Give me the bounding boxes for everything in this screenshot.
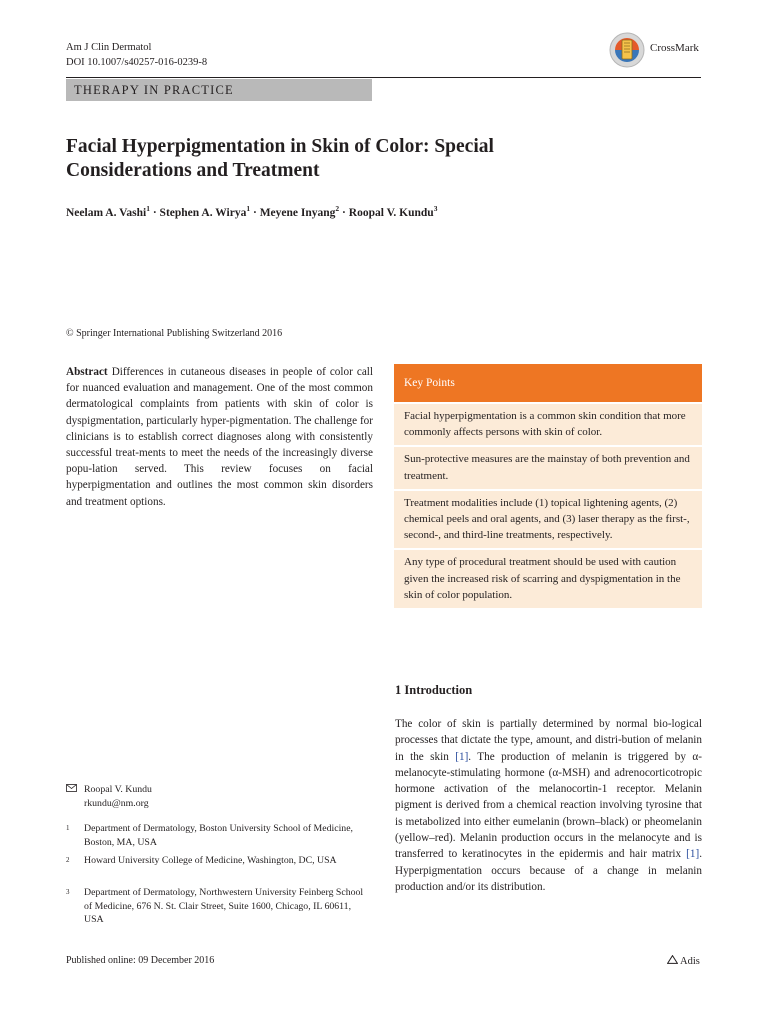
affiliation-text: Department of Dermatology, Boston University School of Medicine, Boston, MA, USA bbox=[84, 823, 353, 848]
affiliation-mark: 1 bbox=[146, 204, 150, 213]
abstract-text: Differences in cutaneous diseases in people of color call for nuanced evaluation and management. One of the most common dermatological complaints from patients with skin of color is dyspigmentation, particularly hyper-pigmentation. The challenge for clinicians is to establish correct diagnoses along with consistently successful treat-ments to meet the needs of the increasingly diverse popu-lation served. This review focuses on facial hyperpigmentation and outlines the most common skin disorders and treatment options. bbox=[66, 366, 374, 508]
corresponding-email[interactable]: rkundu@nm.org bbox=[84, 797, 149, 809]
correspondence bbox=[66, 783, 152, 810]
affiliation bbox=[66, 822, 366, 849]
author[interactable]: Meyene Inyang$^2$ bbox=[259, 204, 340, 219]
author[interactable]: Neelam A. Vashi$^1$ bbox=[66, 204, 150, 219]
article-title: Facial Hyperpigmentation in Skin of Color: Special Considerations and Treatment bbox=[66, 136, 494, 181]
affiliation-text: Department of Dermatology, Northwestern University Feinberg School of Medicine, 676 N. St. Clair Street, Suite 1600, Chicago, IL 60611, USA bbox=[84, 887, 364, 925]
key-point: Treatment modalities include (1) topical lightening agents, (2) chemical peels and oral agents, and (3) laser therapy as the first-, second-, and third-line treatments, respectively. bbox=[394, 491, 702, 549]
affiliation-text: Howard University College of Medicine, Washington, DC, USA bbox=[84, 855, 337, 866]
key-points-heading: Key Points bbox=[394, 364, 702, 402]
key-point: Facial hyperpigmentation is a common skin condition that more commonly affects persons with skin of color. bbox=[394, 404, 702, 445]
abstract bbox=[66, 364, 373, 510]
author[interactable]: Stephen A. Wirya$^1$ bbox=[159, 204, 251, 219]
crossmark-label[interactable]: CrossMark bbox=[650, 42, 699, 54]
author-list: Neelam A. Vashi$^1$ · Stephen A. Wirya$^1$ · Meyene Inyang$^2$ · Roopal V. Kundu$^3$ bbox=[66, 204, 438, 219]
journal-name: Am J Clin Dermatol bbox=[66, 42, 152, 53]
publisher-logo bbox=[667, 955, 700, 967]
section-label: THERAPY IN PRACTICE bbox=[66, 79, 372, 101]
affiliation-number: 2 bbox=[66, 856, 70, 864]
publisher-name: Adis bbox=[680, 956, 700, 967]
affiliation-mark: 2 bbox=[335, 204, 340, 213]
citation-link[interactable]: [1] bbox=[686, 848, 700, 861]
affiliation bbox=[66, 854, 366, 868]
envelope-icon bbox=[66, 783, 84, 797]
key-point: Any type of procedural treatment should be used with caution given the increased risk of scarring and dyspigmentation in the skin of color population. bbox=[394, 550, 702, 608]
copyright-line: © Springer International Publishing Switzerland 2016 bbox=[66, 328, 283, 339]
affiliation bbox=[66, 886, 366, 927]
abstract-label: Abstract bbox=[66, 366, 108, 378]
crossmark-icon bbox=[608, 31, 646, 69]
key-point: Sun-protective measures are the mainstay of both prevention and treatment. bbox=[394, 447, 702, 488]
affiliation-number: 3 bbox=[66, 888, 70, 896]
author[interactable]: Roopal V. Kundu$^3$ bbox=[348, 204, 438, 219]
introduction-paragraph: The color of skin is partially determined by normal bio-logical processes that dictate the type, amount, and distri-bution of melanin in the skin [1]. The production of melanin is triggered by α-melanocyte-stimulating hormone (α-MSH) and adrenocorticotropic hormone activation of the melanocortin-1 receptor. Melanin pigment is derived from a chemical reaction involving tyrosine that is metabolized into either eumelanin (brown–black) or pheomelanin (yellow–red). Melanin production occurs in the melanocyte and is transferred to keratinocytes in the epidermis and hair matrix [1]. Hyperpigmentation occurs because of a change in melanin production and/or its distribution. bbox=[395, 718, 702, 893]
journal-info bbox=[66, 40, 207, 70]
published-date: Published online: 09 December 2016 bbox=[66, 955, 215, 966]
citation-link[interactable]: [1] bbox=[455, 750, 469, 763]
affiliation-number: 1 bbox=[66, 824, 70, 832]
section-heading-introduction: 1 Introduction bbox=[395, 683, 473, 697]
key-points-box bbox=[394, 364, 702, 608]
corresponding-author: Roopal V. Kundu bbox=[84, 784, 152, 795]
adis-triangle-icon bbox=[667, 955, 678, 967]
affiliation-mark: 1 bbox=[246, 204, 251, 213]
header-rule bbox=[66, 77, 701, 78]
affiliation-mark: 3 bbox=[433, 204, 438, 213]
doi: DOI 10.1007/s40257-016-0239-8 bbox=[66, 57, 208, 68]
